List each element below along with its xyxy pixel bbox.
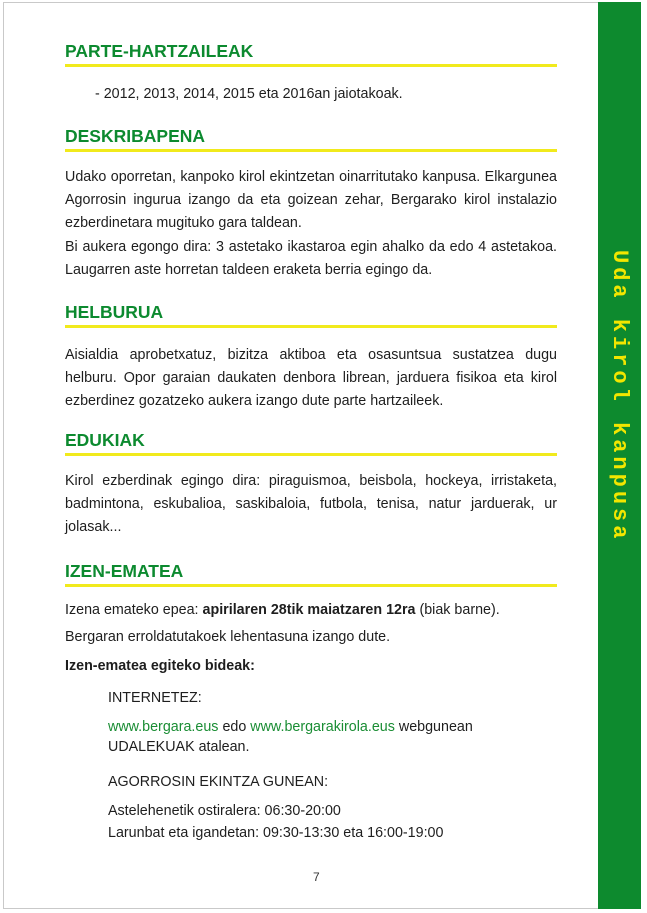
- description-paragraph-1: Udako oporretan, kanpoko kirol ekintzetan oinarritutako kanpusa. Elkargunea Agorrosin ingurua izango da eta goizean zehar, Bergarako kirol instalazio ezberdinetara mugituko gara taldean.: [65, 169, 557, 231]
- contents-paragraph: Kirol ezberdinak egingo dira: piraguismoa, beisbola, hockeya, irristaketa, badmintona, eskubalioa, saskibaloia, futbola, tenisa, natur jarduerak, ur jolasak...: [65, 473, 557, 535]
- page-number: 7: [313, 870, 320, 884]
- hours-weekdays: Astelehenetik ostiralera: 06:30-20:00: [108, 803, 341, 819]
- internet-title: INTERNETEZ:: [108, 690, 202, 706]
- participants-item: - 2012, 2013, 2014, 2015 eta 2016an jaiotakoak.: [95, 86, 403, 102]
- period-dates: apirilaren 28tik maiatzaren 12ra: [202, 602, 416, 618]
- internet-suffix: webgunean: [394, 719, 473, 735]
- side-title: Uda kirol kanpusa: [607, 250, 632, 543]
- venue-title: AGORROSIN EKINTZA GUNEAN:: [108, 774, 329, 790]
- internet-line: [108, 717, 473, 737]
- contents-heading: EDUKIAK: [65, 430, 557, 456]
- goal-heading: HELBURUA: [65, 302, 557, 328]
- period-prefix: Izena emateko epea:: [65, 602, 203, 618]
- period-suffix: (biak barne).: [415, 602, 500, 618]
- registration-period: [65, 602, 500, 618]
- registration-priority: Bergaran erroldatutakoek lehentasuna izango dute.: [65, 629, 391, 645]
- goal-paragraph: Aisialdia aprobetxatuz, bizitza aktiboa eta osasuntsua sustatzea dugu helburu. Opor garaian daukaten denbora librean, jarduera fisikoa eta kirol ezberdinez gozatzeko aukera izango dute parte hartzaileek.: [65, 347, 557, 409]
- participants-heading: PARTE-HARTZAILEAK: [65, 41, 557, 67]
- description-paragraph-2: Bi aukera egongo dira: 3 astetako ikastaroa egin ahalko da edo 4 astetakoa. Laugarren aste horretan taldeen eraketa berria egingo da.: [65, 239, 557, 278]
- bergara-link[interactable]: www.bergara.eus: [108, 719, 219, 735]
- description-heading: DESKRIBAPENA: [65, 126, 557, 152]
- registration-heading: IZEN-EMATEA: [65, 561, 557, 587]
- internet-line-2: UDALEKUAK atalean.: [108, 739, 250, 755]
- internet-mid: edo: [218, 719, 251, 735]
- registration-ways-title: Izen-ematea egiteko bideak:: [65, 658, 255, 674]
- hours-weekend: Larunbat eta igandetan: 09:30-13:30 eta 16:00-19:00: [108, 825, 444, 841]
- bergarakirola-link[interactable]: www.bergarakirola.eus: [250, 719, 395, 735]
